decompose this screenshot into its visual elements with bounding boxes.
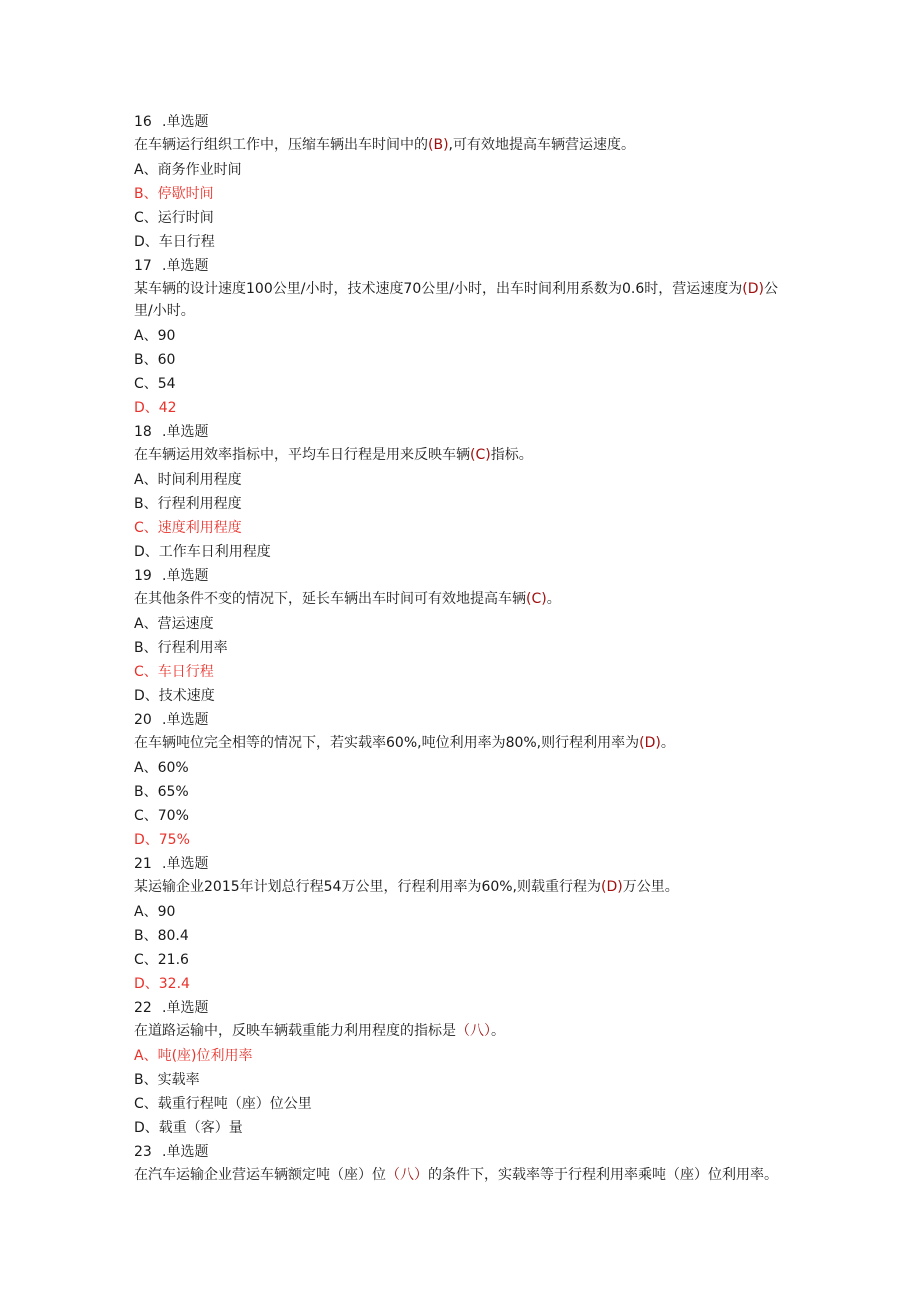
question-type: .单选题 (162, 1144, 209, 1160)
answer-mark: (C) (526, 591, 547, 607)
option-correct: D、42 (134, 400, 177, 416)
option: B、行程利用程度 (134, 496, 242, 512)
option: A、90 (134, 328, 176, 344)
question-header (134, 708, 784, 732)
question-text (134, 134, 784, 156)
question-text-after: 。 (491, 1023, 505, 1039)
option: B、80.4 (134, 928, 189, 944)
option: A、时间利用程度 (134, 472, 242, 488)
question-text (134, 1164, 784, 1186)
option-correct: A、吨(座)位利用率 (134, 1048, 253, 1064)
option: B、60 (134, 352, 176, 368)
question-header (134, 420, 784, 444)
option-correct: D、75% (134, 832, 190, 848)
question-text-before: 在其他条件不变的情况下，延长车辆出车时间可有效地提高车辆 (134, 591, 526, 607)
option: C、运行时间 (134, 210, 214, 226)
option: C、70% (134, 808, 189, 824)
question-header (134, 852, 784, 876)
option: B、实载率 (134, 1072, 200, 1088)
question-type: .单选题 (162, 114, 209, 130)
question-type: .单选题 (162, 712, 209, 728)
option-correct: B、停歇时间 (134, 186, 214, 202)
question-number: 17 (134, 258, 152, 274)
question-block (134, 110, 784, 254)
answer-mark: （八） (386, 1167, 428, 1183)
option: C、54 (134, 376, 176, 392)
question-text-before: 在车辆运用效率指标中，平均车日行程是用来反映车辆 (134, 447, 470, 463)
option: D、技术速度 (134, 688, 215, 704)
option-correct: C、速度利用程度 (134, 520, 242, 536)
question-text (134, 444, 784, 466)
question-text-after: ,可有效地提高车辆营运速度。 (448, 137, 635, 153)
answer-mark: (C) (470, 447, 491, 463)
question-list (134, 110, 784, 1188)
answer-mark: (D) (639, 735, 661, 751)
question-block (134, 708, 784, 852)
question-text (134, 588, 784, 610)
question-text-after: 指标。 (490, 447, 533, 463)
question-text-before: 在道路运输中，反映车辆载重能力利用程度的指标是 (134, 1023, 456, 1039)
option: B、行程利用率 (134, 640, 228, 656)
question-number: 16 (134, 114, 152, 130)
question-block (134, 1140, 784, 1186)
option: C、21.6 (134, 952, 189, 968)
question-text-before: 某车辆的设计速度100公里/小时，技术速度70公里/小时，出车时间利用系数为0.6时，营运速度为 (134, 281, 743, 297)
question-header (134, 564, 784, 588)
option: D、车日行程 (134, 234, 215, 250)
answer-mark: (D) (742, 281, 764, 297)
question-number: 21 (134, 856, 152, 872)
question-type: .单选题 (162, 1000, 209, 1016)
question-header (134, 110, 784, 134)
option: A、商务作业时间 (134, 162, 242, 178)
answer-mark: (B) (428, 137, 449, 153)
question-text-after: 。 (546, 591, 561, 607)
question-text-after: 。 (660, 735, 675, 751)
option: A、60% (134, 760, 189, 776)
question-text-before: 在汽车运输企业营运车辆额定吨（座）位 (134, 1167, 386, 1183)
question-text (134, 1020, 784, 1042)
question-number: 18 (134, 424, 152, 440)
question-type: .单选题 (162, 424, 209, 440)
question-type: .单选题 (162, 568, 209, 584)
question-text-before: 某运输企业2015年计划总行程54万公里，行程利用率为60%,则载重行程为 (134, 879, 602, 895)
question-type: .单选题 (162, 856, 209, 872)
question-text-after: 的条件下，实载率等于行程利用率乘吨（座）位利用率。 (428, 1167, 778, 1183)
question-header (134, 254, 784, 278)
option: D、工作车日利用程度 (134, 544, 271, 560)
question-text-before: 在车辆吨位完全相等的情况下，若实载率60%,吨位利用率为80%,则行程利用率为 (134, 735, 640, 751)
question-number: 22 (134, 1000, 152, 1016)
answer-mark: (D) (601, 879, 623, 895)
question-text (134, 732, 784, 754)
question-text (134, 278, 784, 322)
option: A、营运速度 (134, 616, 214, 632)
option-correct: C、车日行程 (134, 664, 214, 680)
option-correct: D、32.4 (134, 976, 190, 992)
question-block (134, 254, 784, 420)
question-text-after: 万公里。 (622, 879, 679, 895)
question-header (134, 996, 784, 1020)
question-type: .单选题 (162, 258, 209, 274)
answer-mark: （八） (456, 1023, 491, 1039)
question-number: 19 (134, 568, 152, 584)
question-block (134, 420, 784, 564)
question-number: 20 (134, 712, 152, 728)
question-header (134, 1140, 784, 1164)
option: D、载重（客）量 (134, 1120, 243, 1136)
question-text (134, 876, 784, 898)
option: C、载重行程吨（座）位公里 (134, 1096, 312, 1112)
question-block (134, 996, 784, 1140)
option: A、90 (134, 904, 176, 920)
question-number: 23 (134, 1144, 152, 1160)
question-block (134, 564, 784, 708)
option: B、65% (134, 784, 189, 800)
question-text-after: 公里/小时。 (134, 281, 778, 319)
question-block (134, 852, 784, 996)
question-text-before: 在车辆运行组织工作中，压缩车辆出车时间中的 (134, 137, 428, 153)
